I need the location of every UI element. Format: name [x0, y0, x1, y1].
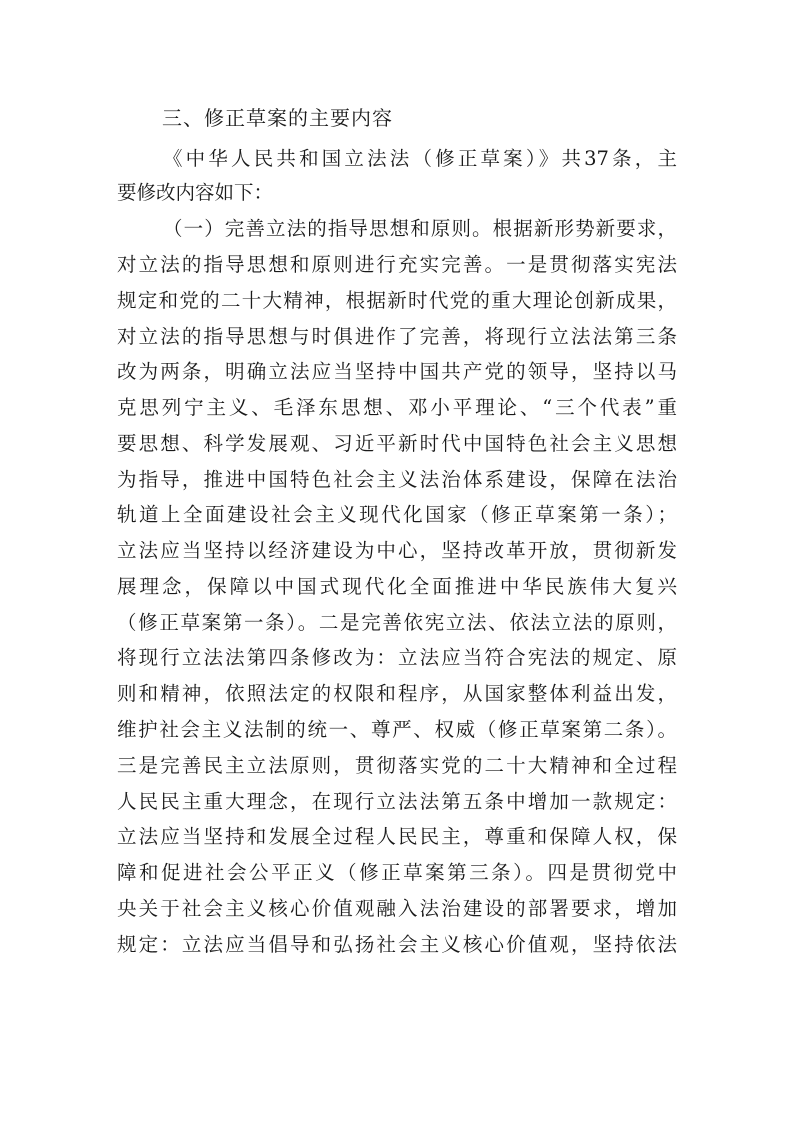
paragraph-line: （一）完善立法的指导思想和原则。根据新形势新要求， — [163, 217, 677, 240]
paragraph-line: 规定和党的二十大精神，根据新时代党的重大理论创新成果， — [117, 289, 677, 312]
paragraph-line: 立法应当坚持和发展全过程人民民主，尊重和保障人权，保 — [117, 825, 677, 848]
paragraph-line: 展理念，保障以中国式现代化全面推进中华民族伟大复兴 — [117, 575, 677, 598]
paragraph-line: 三是完善民主立法原则，贯彻落实党的二十大精神和全过程 — [117, 754, 677, 777]
paragraph-line: （修正草案第一条）。二是完善依宪立法、依法立法的原则， — [117, 611, 677, 634]
paragraph-line: 央关于社会主义核心价值观融入法治建设的部署要求，增加 — [117, 897, 677, 920]
paragraph-line: 维护社会主义法制的统一、尊严、权威（修正草案第二条）。 — [117, 718, 677, 741]
paragraph-line: 则和精神，依照法定的权限和程序，从国家整体利益出发， — [117, 682, 677, 705]
paragraph-line: 改为两条，明确立法应当坚持中国共产党的领导，坚持以马 — [117, 360, 677, 383]
paragraph-line: 立法应当坚持以经济建设为中心，坚持改革开放，贯彻新发 — [117, 539, 677, 562]
paragraph-line: 轨道上全面建设社会主义现代化国家（修正草案第一条）； — [117, 503, 677, 526]
paragraph-line: 要思想、科学发展观、习近平新时代中国特色社会主义思想 — [117, 432, 677, 455]
paragraph-line: 为指导，推进中国特色社会主义法治体系建设，保障在法治 — [117, 468, 677, 491]
paragraph-line: 要修改内容如下： — [117, 181, 274, 204]
paragraph-line: 对立法的指导思想与时俱进作了完善，将现行立法法第三条 — [117, 325, 677, 348]
paragraph-line: 克思列宁主义、毛泽东思想、邓小平理论、“三个代表”重 — [117, 396, 677, 419]
paragraph-line: 规定：立法应当倡导和弘扬社会主义核心价值观，坚持依法 — [117, 933, 677, 956]
section-heading: 三、修正草案的主要内容 — [162, 106, 393, 130]
paragraph-line: 障和促进社会公平正义（修正草案第三条）。四是贯彻党中 — [117, 861, 677, 884]
paragraph-line: 《中华人民共和国立法法（修正草案）》共37条，主 — [163, 147, 677, 170]
paragraph-line: 对立法的指导思想和原则进行充实完善。一是贯彻落实宪法 — [117, 253, 677, 276]
paragraph-line: 人民民主重大理念，在现行立法法第五条中增加一款规定： — [117, 790, 677, 813]
paragraph-line: 将现行立法法第四条修改为：立法应当符合宪法的规定、原 — [117, 646, 677, 669]
